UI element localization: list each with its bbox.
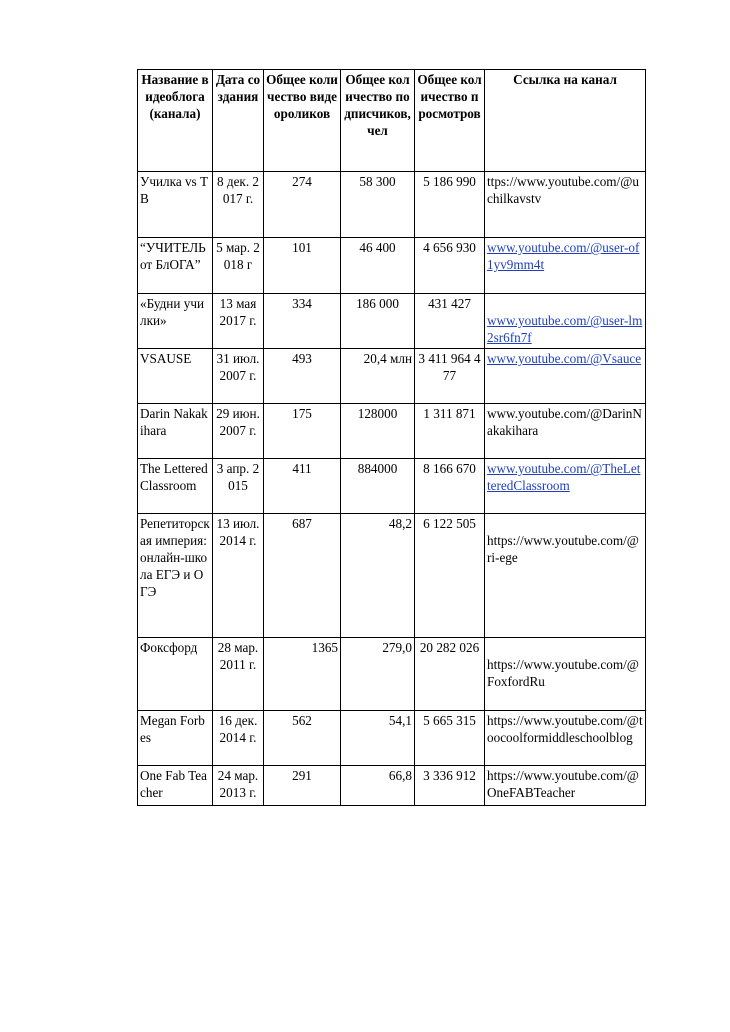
subscriber-count: 279,0 xyxy=(341,638,415,711)
view-count: 431 427 xyxy=(415,294,485,349)
channel-link[interactable]: www.youtube.com/@user-of1yv9mm4t xyxy=(487,240,640,272)
channel-name: Училка vs ТВ xyxy=(138,172,213,238)
channel-link-cell xyxy=(485,404,646,459)
header-channel-link: Ссылка на канал xyxy=(485,70,646,172)
creation-date: 24 мар. 2013 г. xyxy=(213,766,264,806)
view-count: 20 282 026 xyxy=(415,638,485,711)
channel-name: One Fab Teacher xyxy=(138,766,213,806)
view-count: 5 665 315 xyxy=(415,711,485,766)
table-row xyxy=(138,514,646,638)
view-count: 4 656 930 xyxy=(415,238,485,294)
channel-link: https://www.youtube.com/@FoxfordRu xyxy=(487,657,639,689)
channel-link[interactable]: www.youtube.com/@Vsauce xyxy=(487,351,642,366)
subscriber-count: 66,8 xyxy=(341,766,415,806)
subscriber-count: 128000 xyxy=(341,404,415,459)
channel-link-cell xyxy=(485,711,646,766)
channel-link-cell xyxy=(485,349,646,404)
channel-link: https://www.youtube.com/@toocoolformiddleschoolblog xyxy=(487,713,643,745)
channel-link: https://www.youtube.com/@OneFABTeacher xyxy=(487,768,639,800)
table-row xyxy=(138,638,646,711)
channel-name: Megan Forbes xyxy=(138,711,213,766)
subscriber-count: 54,1 xyxy=(341,711,415,766)
subscriber-count: 58 300 xyxy=(341,172,415,238)
subscriber-count: 20,4 млн xyxy=(341,349,415,404)
header-video-count: Общее количество видеороликов xyxy=(264,70,341,172)
header-row xyxy=(138,70,646,172)
channel-name: Darin Nakakihara xyxy=(138,404,213,459)
channel-link-cell xyxy=(485,514,646,638)
table-row xyxy=(138,711,646,766)
table-row xyxy=(138,766,646,806)
subscriber-count: 46 400 xyxy=(341,238,415,294)
video-count: 274 xyxy=(264,172,341,238)
channel-link-cell xyxy=(485,294,646,349)
video-count: 334 xyxy=(264,294,341,349)
channel-link: https://www.youtube.com/@ri-ege xyxy=(487,533,639,565)
table-row xyxy=(138,172,646,238)
creation-date: 3 апр. 2015 xyxy=(213,459,264,514)
video-count: 411 xyxy=(264,459,341,514)
channel-name: The Lettered Classroom xyxy=(138,459,213,514)
creation-date: 8 дек. 2017 г. xyxy=(213,172,264,238)
subscriber-count: 48,2 xyxy=(341,514,415,638)
creation-date: 5 мар. 2018 г xyxy=(213,238,264,294)
creation-date: 28 мар. 2011 г. xyxy=(213,638,264,711)
header-subscriber-count: Общее количество подписчиков, чел xyxy=(341,70,415,172)
channel-name: «Будни училки» xyxy=(138,294,213,349)
channel-name: VSAUSE xyxy=(138,349,213,404)
creation-date: 13 июл. 2014 г. xyxy=(213,514,264,638)
view-count: 1 311 871 xyxy=(415,404,485,459)
channel-link-cell xyxy=(485,459,646,514)
channels-table xyxy=(137,69,646,806)
channel-name: Фоксфорд xyxy=(138,638,213,711)
video-count: 687 xyxy=(264,514,341,638)
table-row xyxy=(138,459,646,514)
channel-name: “УЧИТЕЛЬ от БлОГА” xyxy=(138,238,213,294)
table-row xyxy=(138,294,646,349)
channel-name: Репетиторская империя: онлайн-школа ЕГЭ и ОГЭ xyxy=(138,514,213,638)
view-count: 3 411 964 477 xyxy=(415,349,485,404)
video-count: 291 xyxy=(264,766,341,806)
creation-date: 13 мая 2017 г. xyxy=(213,294,264,349)
table-row xyxy=(138,349,646,404)
subscriber-count: 884000 xyxy=(341,459,415,514)
video-count: 101 xyxy=(264,238,341,294)
channel-link-cell xyxy=(485,172,646,238)
video-count: 1365 xyxy=(264,638,341,711)
channel-link[interactable]: www.youtube.com/@TheLetteredClassroom xyxy=(487,461,641,493)
channel-link: ttps://www.youtube.com/@uchilkavstv xyxy=(487,174,639,206)
creation-date: 29 июн. 2007 г. xyxy=(213,404,264,459)
channel-link-cell xyxy=(485,766,646,806)
view-count: 3 336 912 xyxy=(415,766,485,806)
view-count: 8 166 670 xyxy=(415,459,485,514)
header-channel-name: Название видеоблога (канала) xyxy=(138,70,213,172)
header-creation-date: Дата создания xyxy=(213,70,264,172)
creation-date: 16 дек. 2014 г. xyxy=(213,711,264,766)
video-count: 493 xyxy=(264,349,341,404)
channel-link-cell xyxy=(485,238,646,294)
table-row xyxy=(138,238,646,294)
creation-date: 31 июл. 2007 г. xyxy=(213,349,264,404)
video-count: 175 xyxy=(264,404,341,459)
video-count: 562 xyxy=(264,711,341,766)
channel-link: www.youtube.com/@DarinNakakihara xyxy=(487,406,642,438)
subscriber-count: 186 000 xyxy=(341,294,415,349)
channel-link-cell xyxy=(485,638,646,711)
view-count: 6 122 505 xyxy=(415,514,485,638)
view-count: 5 186 990 xyxy=(415,172,485,238)
channel-link[interactable]: www.youtube.com/@user-lm2sr6fn7f xyxy=(487,313,643,345)
table-row xyxy=(138,404,646,459)
header-view-count: Общее количество просмотров xyxy=(415,70,485,172)
